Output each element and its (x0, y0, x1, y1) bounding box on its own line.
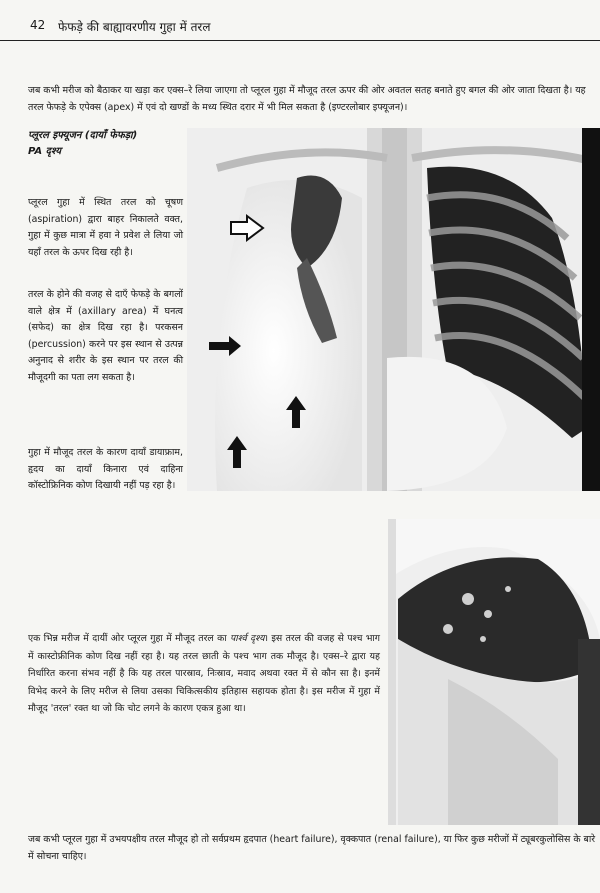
figure1-note-axillary: तरल के होने की वजह से दाएँ फेफड़े के बगलों वाले क्षेत्र में (axillary area) में घनत्व (सफेद) का क्षेत्र दिख रहा है। परकसन (percussion) करने पर इस स्थान से उत्पन्न अनुनाद से शरीर के इस स्थान पर तरल की मौजूदगी का पता लग सकता है। (28, 289, 183, 383)
running-title: फेफड़े की बाह्यावरणीय गुहा में तरल (58, 20, 211, 34)
page-header (0, 18, 600, 38)
intro-paragraph: जब कभी मरीज को बैठाकर या खड़ा कर एक्स–रे लिया जाएगा तो प्लूरल गुहा में मौजूद तरल ऊपर की ओर अवतल सतह बनाते हुए बगल की ओर जाता दिखता है। यह तरल फेफड़े के एपेक्स (apex) में एवं दो खण्डों के मध्य स्थित दरार में भी मिल सकता है (इण्टरलोबार इफ्यूजन)। (28, 85, 586, 113)
lateral-chest-xray-image (388, 519, 600, 825)
lateral-view-emphasis: पार्श्व दृश्य (230, 633, 265, 644)
figure2-lateral-view-text (28, 630, 380, 718)
page-number: 42 (30, 18, 46, 32)
lateral-text-start: एक भिन्न मरीज में दायीं ओर प्लूरल गुहा में मौजूद तरल का (28, 633, 230, 644)
figure1-caption (28, 128, 137, 160)
lateral-text-rest: । इस तरल की वजह से पश्च भाग में कास्टोफ्रीनिक कोण दिख नहीं रहा है। यह तरल छाती के पश्च भाग तक मौजूद है। एक्स–रे द्वारा यह निर्धारित करना संभव नहीं है कि यह तरल पारस्राव, निःस्राव, मवाद अथवा रक्त में से कौन सा है। इनमें विभेद करने के लिए मरीज से लिया उसका चिकित्सकीय इतिहास सहायक होता है। इस मरीज में गुहा में मौजूद 'तरल' रक्त था जो कि चोट लगने के कारण एकत्र हुआ था। (28, 633, 380, 714)
header-rule (0, 40, 600, 41)
figure1-note-diaphragm: गुहा में मौजूद तरल के कारण दायाँ डायाफ्राम, हृदय का दायाँ किनारा एवं दाहिना कॉस्टोफ्रिनिक कोण दिखायी नहीं पड़ रहा है। (28, 447, 183, 491)
figure1-caption-title: प्लूरल इफ्यूजन (दायाँ फेफड़ा) (28, 130, 138, 141)
pa-chest-xray-image (187, 128, 600, 491)
footer-note: जब कभी प्लूरल गुहा में उभयपक्षीय तरल मौजूद हो तो सर्वप्रथम हृदपात (heart failure), वृक्कपात (renal failure), या फिर कुछ मरीजों में ट्यूबरकुलोसिस के बारे में सोचना चाहिए। (28, 834, 596, 862)
figure1-caption-view: PA दृश्य (28, 146, 61, 157)
figure1-note-aspiration: प्लूरल गुहा में स्थित तरल को चूषण (aspiration) द्वारा बाहर निकालते वक्त, गुहा में कुछ मात्रा में हवा ने प्रवेश ले लिया जो यहाँ तरल के ऊपर दिख रही है। (28, 197, 183, 258)
